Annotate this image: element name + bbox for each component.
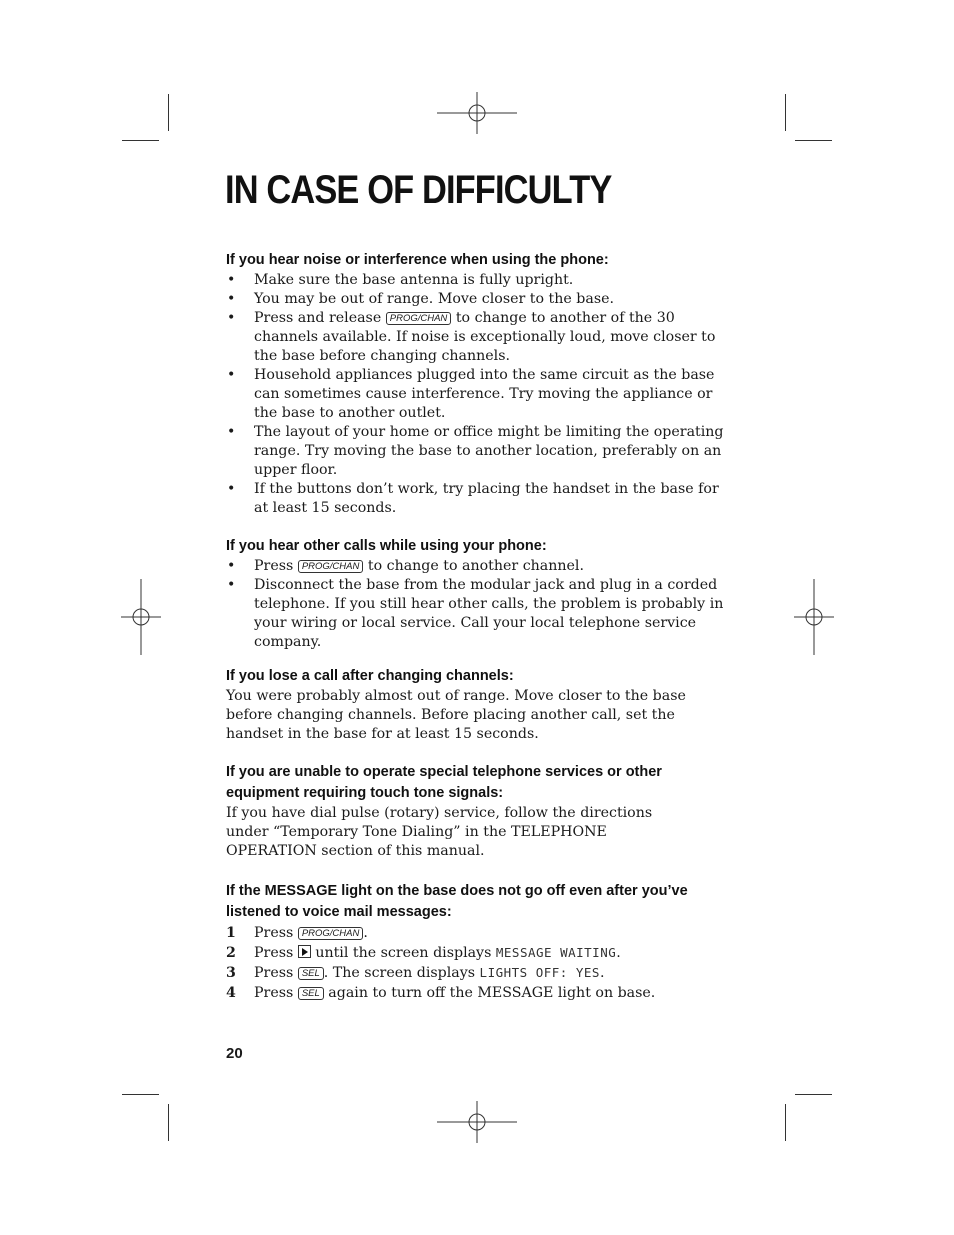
list-item-text: Make sure the base antenna is fully upright. (254, 272, 574, 288)
crop-mark-top-left-v (168, 94, 169, 131)
list-item-text: Press (254, 558, 294, 574)
step-text: Press (254, 965, 294, 981)
step-text: . (363, 925, 368, 941)
step-list (226, 923, 731, 1003)
section-heading: If you are unable to operate special telephone services or other equipment requiring touch tone signals: (226, 764, 662, 801)
section-heading: If the MESSAGE light on the base does not go off even after you’ve listened to voice mail messages: (226, 883, 688, 920)
page-title: IN CASE OF DIFFICULTY (225, 168, 612, 212)
list-item-text: to change to another channel. (367, 558, 584, 574)
section-noise (226, 250, 731, 518)
step-text: . (616, 945, 621, 961)
prog-chan-key-icon: PROG/CHAN (298, 560, 364, 573)
list-item (226, 309, 731, 366)
step-text: Press (254, 925, 294, 941)
step-item (226, 923, 731, 943)
list-item-text: You may be out of range. Move closer to the base. (254, 291, 615, 307)
step-number: 4 (226, 985, 236, 1001)
crop-mark-top-left-h (122, 140, 159, 141)
list-item (226, 271, 731, 290)
list-item-text: The layout of your home or office might be limiting the operating range. Try moving the base to another location, preferably on an upper floor. (254, 424, 724, 478)
list-item (226, 290, 731, 309)
bullet-list (226, 557, 731, 652)
crop-mark-bottom-left-h (122, 1094, 159, 1095)
list-item-text: to change to another of the 30 channels available. If noise is exceptionally loud, move closer to the base before changing channels. (254, 310, 716, 364)
registration-mark-bottom-icon (437, 1101, 517, 1143)
section-other-calls (226, 536, 731, 652)
step-item (226, 943, 731, 963)
step-text: again to turn off the MESSAGE light on base. (328, 985, 656, 1001)
list-item-text: Press and release (254, 310, 382, 326)
sel-key-icon: SEL (298, 967, 324, 980)
step-text: until the screen displays (315, 945, 492, 961)
registration-mark-left-icon (121, 579, 161, 655)
list-item (226, 576, 731, 652)
crop-mark-top-right-v (785, 94, 786, 131)
step-item (226, 963, 731, 983)
section-text: If you have dial pulse (rotary) service, follow the directions under “Temporary Tone Dialing” in the TELEPHONE OPERATION section of this manual. (226, 805, 653, 859)
list-item-text: Household appliances plugged into the same circuit as the base can sometimes cause interference. Try moving the appliance or the base to another outlet. (254, 367, 715, 421)
step-text: Press (254, 945, 294, 961)
step-item (226, 983, 731, 1003)
crop-mark-bottom-left-v (168, 1104, 169, 1141)
step-text: . The screen displays (323, 965, 476, 981)
list-item (226, 480, 731, 518)
page-number: 20 (226, 1045, 243, 1062)
right-arrow-icon (298, 945, 311, 958)
step-number: 3 (226, 965, 236, 981)
prog-chan-key-icon: PROG/CHAN (298, 927, 364, 940)
crop-mark-bottom-right-h (795, 1094, 832, 1095)
list-item (226, 557, 731, 576)
lcd-display-text: LIGHTS OFF: YES (479, 965, 600, 980)
list-item (226, 366, 731, 423)
step-number: 1 (226, 925, 236, 941)
section-lose-call (226, 666, 731, 744)
lcd-display-text: MESSAGE WAITING (495, 945, 617, 960)
list-item-text: Disconnect the base from the modular jack and plug in a corded telephone. If you still hear other calls, the problem is probably in your wiring or local service. Call your local telephone service company. (254, 577, 724, 650)
step-number: 2 (226, 945, 236, 961)
registration-mark-right-icon (794, 579, 834, 655)
list-item (226, 423, 731, 480)
section-text: You were probably almost out of range. Move closer to the base before changing channels. Before placing another call, set the handset in the base for at least 15 seconds. (226, 688, 686, 742)
section-special-services (226, 762, 731, 861)
registration-mark-top-icon (437, 92, 517, 134)
crop-mark-top-right-h (795, 140, 832, 141)
list-item-text: If the buttons don’t work, try placing the handset in the base for at least 15 seconds. (254, 481, 719, 516)
crop-mark-bottom-right-v (785, 1104, 786, 1141)
section-heading: If you hear other calls while using your phone: (226, 538, 547, 554)
step-text: . (599, 965, 605, 981)
troubleshooting-content (226, 250, 731, 1021)
step-text: Press (254, 985, 294, 1001)
section-heading: If you hear noise or interference when using the phone: (226, 252, 609, 268)
section-heading: If you lose a call after changing channels: (226, 668, 514, 684)
sel-key-icon: SEL (298, 987, 324, 1000)
bullet-list (226, 271, 731, 518)
prog-chan-key-icon: PROG/CHAN (386, 312, 452, 325)
section-message-light (226, 881, 731, 1003)
